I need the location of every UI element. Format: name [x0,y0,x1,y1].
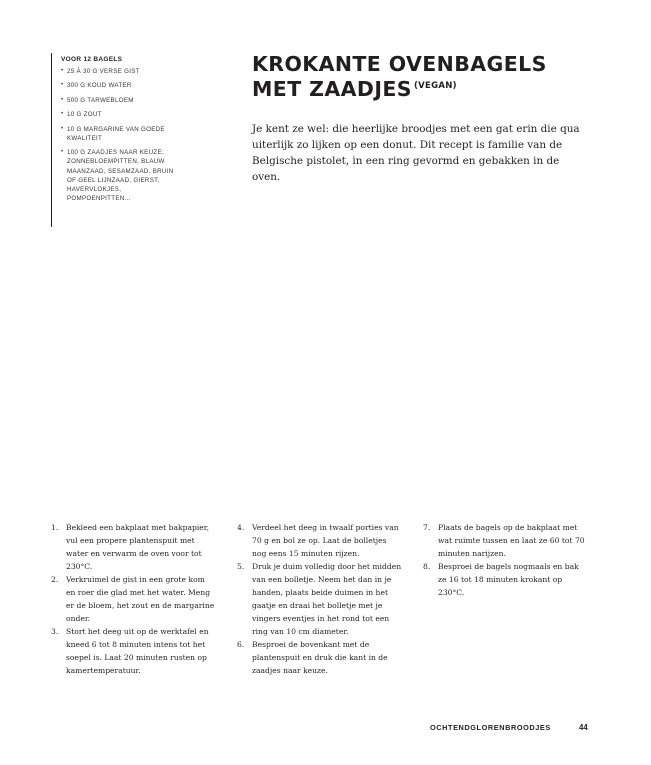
step-item [237,638,402,677]
ingredients-list [61,67,181,203]
steps-column-2 [237,521,402,677]
step-item [423,521,588,560]
step-text: Druk je duim volledig door het midden van een bolletje. Neem het dan in je handen, plaats beide duimen in het gaatje en draai het bolletje met je vingers eventjes in het rond tot een ring van 10 cm diameter. [252,562,402,636]
title-line-1: KROKANTE OVENBAGELS [252,52,547,76]
step-text: Plaats de bagels op de bakplaat met wat ruimte tussen en laat ze 60 tot 70 minuten narijzen. [438,523,585,558]
ingredients-sidebar [51,53,181,227]
step-text: Bekleed een bakplaat met bakpapier, vul een propere plantenspuit met water en verwarm de oven voor tot 230°C. [66,523,209,571]
steps-column-3 [423,521,588,599]
ingredient-item: • 10 G MARGARINE VAN GOEDE KWALITEIT [61,125,181,143]
step-item [237,560,402,638]
step-text: Besproei de bagels nogmaals en bak ze 16 tot 18 minuten krokant op 230°C. [438,562,579,597]
ingredient-item: • 300 G KOUD WATER [61,81,181,90]
ingredient-item: • 10 G ZOUT [61,110,181,119]
step-number: 7. [423,523,431,532]
title-line-2: MET ZAADJES [252,77,412,101]
step-number: 5. [237,562,245,571]
page-number: 44 [579,723,588,732]
step-number: 6. [237,640,245,649]
step-text: Verkruimel de gist in een grote kom en roer die glad met het water. Meng er de bloem, het zout en de margarine onder. [66,575,215,623]
ingredient-item: • 25 À 30 G VERSE GIST [61,67,181,76]
step-text: Verdeel het deeg in twaalf porties van 70 g en bol ze op. Laat de bolletjes nog eens 15 minuten rijzen. [252,523,399,558]
step-item [51,625,216,677]
step-item [51,573,216,625]
step-item [237,521,402,560]
step-number: 2. [51,575,59,584]
step-text: Besproei de bovenkant met de plantenspuit en druk die kant in de zaadjes naar keuze. [252,640,388,675]
running-footer: OCHTENDGLORENBROODJES [430,723,551,732]
step-item [51,521,216,573]
step-number: 4. [237,523,245,532]
step-number: 8. [423,562,431,571]
recipe-intro: Je kent ze wel: die heerlijke broodjes met een gat erin die qua uiterlijk zo lijken op een donut. Dit recept is familie van de Belgische pistolet, in een ring gevormd en gebakken in de oven. [252,123,580,183]
recipe-title [252,52,592,102]
step-number: 1. [51,523,59,532]
step-number: 3. [51,627,59,636]
ingredients-heading: VOOR 12 BAGELS [61,56,123,63]
step-text: Stort het deeg uit op de werktafel en kneed 6 tot 8 minuten intens tot het soepel is. Laat 20 minuten rusten op kamertemperatuur. [66,627,209,675]
step-item [423,560,588,599]
steps-column-1 [51,521,216,677]
ingredient-item: • 100 G ZAADJES NAAR KEUZE: ZONNEBLOEMPITTEN, BLAUW MAANZAAD, SESAMZAAD, BRUIN OF GEEL LIJNZAAD, GIERST, HAVERVLOKJES, POMPOENPITTEN... [61,148,181,203]
vegan-tag: (VEGAN) [413,81,457,91]
ingredient-item: • 500 G TARWEBLOEM [61,96,181,105]
